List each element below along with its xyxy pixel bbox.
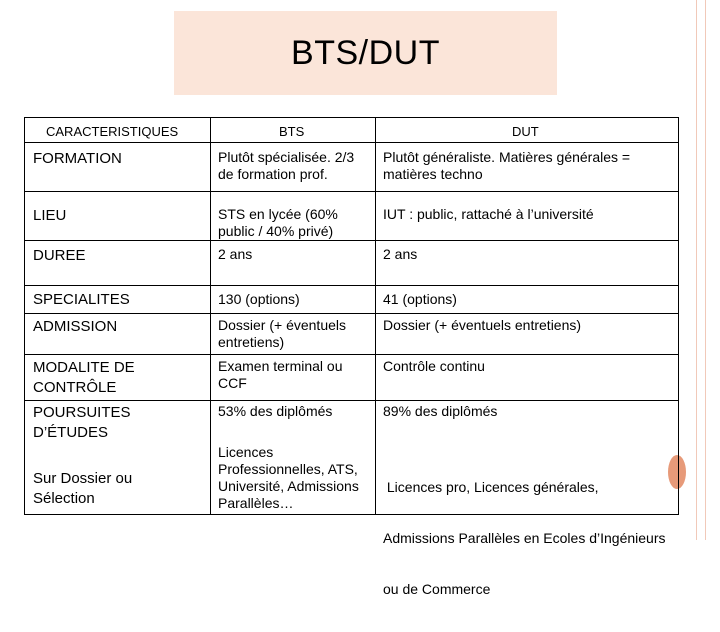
slide-frame-dot <box>668 455 686 489</box>
row-label-duree: DUREE <box>33 247 86 264</box>
header-dut: DUT <box>512 124 539 139</box>
cell-line: Licences pro, Licences générales, <box>383 479 599 495</box>
cell-line: CONTRÔLE <box>33 379 117 396</box>
row-label-lieu: LIEU <box>33 207 67 224</box>
cell-line: Université, Admissions <box>218 478 359 494</box>
table-rule <box>24 354 678 355</box>
cell-bts <box>218 149 354 183</box>
cell-dut: 2 ans <box>383 246 418 262</box>
cell-line: public / 40% privé) <box>218 223 334 239</box>
cell-bts: 53% des diplômés <box>218 403 333 419</box>
row-label-sur-dossier <box>33 469 132 509</box>
cell-line: POURSUITES <box>33 404 131 421</box>
cell-line: Professionnelles, ATS, <box>218 461 358 477</box>
table-border-right <box>678 117 679 515</box>
row-label-modalite <box>33 358 135 398</box>
table-col-rule <box>210 117 211 515</box>
cell-bts <box>218 444 359 512</box>
cell-line: Sélection <box>33 490 95 507</box>
slide-frame-border <box>696 0 706 540</box>
cell-bts: 2 ans <box>218 246 253 262</box>
cell-dut <box>383 149 630 183</box>
table-rule <box>24 191 678 192</box>
cell-line: Plutôt spécialisée. 2/3 <box>218 149 355 165</box>
table-rule <box>24 400 678 401</box>
cell-line: Plutôt généraliste. Matières générales = <box>383 149 631 165</box>
cell-line: D’ÉTUDES <box>33 424 109 441</box>
cell-bts: 130 (options) <box>218 291 300 307</box>
cell-line: Sur Dossier ou <box>33 470 133 487</box>
cell-line: Parallèles… <box>218 495 294 511</box>
header-bts: BTS <box>279 124 305 139</box>
cell-line: STS en lycée (60% <box>218 206 338 222</box>
cell-bts <box>218 317 346 351</box>
cell-line: CCF <box>218 375 247 391</box>
row-label-admission: ADMISSION <box>33 318 118 335</box>
header-caracteristiques: CARACTERISTIQUES <box>46 124 179 139</box>
table-rule <box>24 313 678 314</box>
cell-bts <box>218 206 338 240</box>
cell-dut <box>383 206 594 223</box>
row-label-poursuites <box>33 403 131 443</box>
cell-dut: Contrôle continu <box>383 358 485 374</box>
title-box <box>174 11 557 95</box>
cell-dut: Dossier (+ éventuels entretiens) <box>383 317 582 333</box>
cell-line: Admissions Parallèles en Ecoles d’Ingénieurs <box>383 530 666 546</box>
table-col-rule <box>375 117 376 515</box>
row-label-specialites: SPECIALITES <box>33 291 130 308</box>
table-rule <box>24 240 678 241</box>
cell-line: matières techno <box>383 166 483 182</box>
cell-dut <box>383 445 665 632</box>
row-label-formation: FORMATION <box>33 150 122 167</box>
table-rule <box>24 285 678 286</box>
page-title: BTS/DUT <box>291 33 440 72</box>
cell-line: MODALITE DE <box>33 359 135 376</box>
cell-line: Examen terminal ou <box>218 358 343 374</box>
cell-dut: 89% des diplômés <box>383 403 498 419</box>
table-border-left <box>24 117 25 515</box>
table-border-top <box>24 117 678 118</box>
table-rule <box>24 142 678 143</box>
cell-line: ou de Commerce <box>383 581 491 597</box>
cell-line: Dossier (+ éventuels <box>218 317 347 333</box>
cell-dut: 41 (options) <box>383 291 457 307</box>
cell-bts <box>218 358 343 392</box>
cell-line: entretiens) <box>218 334 285 350</box>
cell-line: IUT : public, rattaché à l’université <box>383 206 594 222</box>
cell-line: Licences <box>218 444 274 460</box>
cell-line: de formation prof. <box>218 166 328 182</box>
